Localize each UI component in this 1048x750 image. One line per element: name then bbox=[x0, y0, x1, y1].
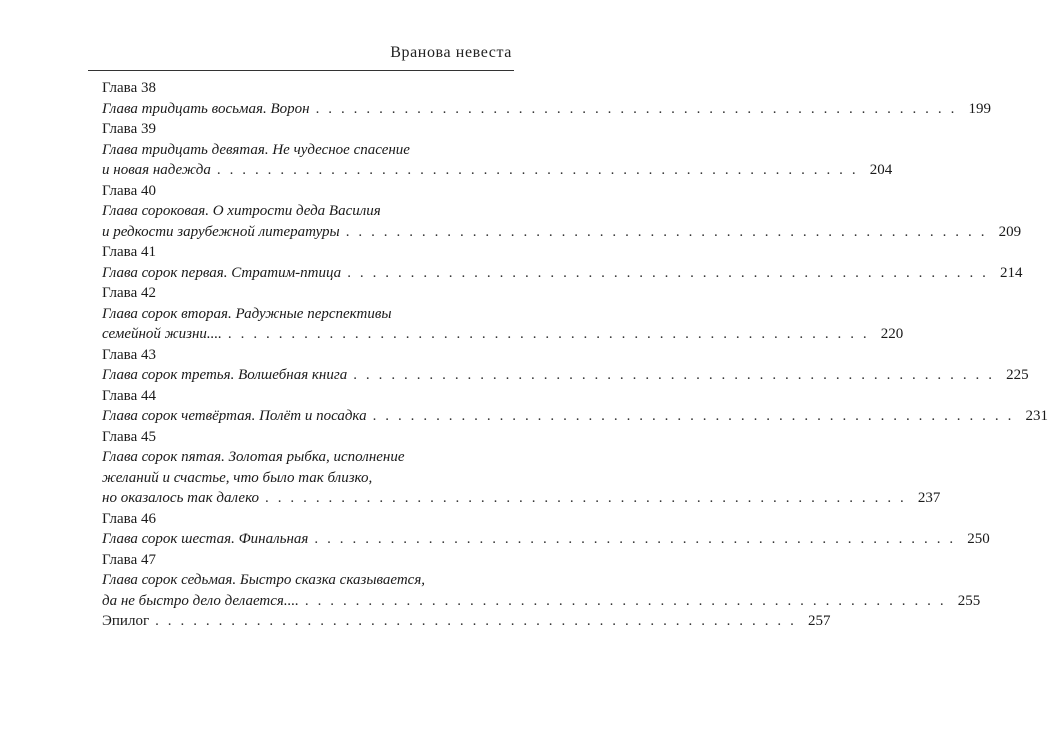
toc-title-line: Глава тридцать девятая. Не чудесное спасение bbox=[102, 141, 410, 158]
chapter-title: семейной жизни.... bbox=[102, 326, 222, 342]
chapter-label: Глава 42 bbox=[102, 285, 156, 301]
dot-leader: . . . . . . . . . . . . . . . . . . . . . . . . . . . . . . . . . . . . . . . . . . . . . . . . . . . bbox=[347, 264, 989, 281]
chapter-title: Глава сорок четвёртая. Полёт и посадка bbox=[102, 408, 367, 424]
chapter-title: да не быстро дело делается.... bbox=[102, 592, 299, 609]
toc-title-last-line bbox=[102, 222, 1022, 243]
toc-title-line: Глава сорок вторая. Радужные перспективы bbox=[102, 305, 392, 322]
toc-entry bbox=[102, 550, 981, 612]
page-number: 199 bbox=[968, 100, 991, 117]
header-rule bbox=[88, 70, 514, 71]
page-number: 225 bbox=[1006, 367, 1029, 383]
chapter-title: Глава сорок третья. Волшебная книга bbox=[102, 367, 348, 383]
chapter-title: Глава сорок шестая. Финальная bbox=[102, 531, 309, 547]
page-number: 209 bbox=[998, 223, 1022, 240]
toc-entry bbox=[102, 242, 1023, 283]
chapter-label: Глава 39 bbox=[102, 121, 156, 137]
table-of-contents bbox=[102, 78, 1048, 632]
chapter-title: но оказалось так далеко bbox=[102, 490, 260, 506]
page-number: 257 bbox=[807, 613, 831, 629]
toc-title-last-line bbox=[102, 406, 1048, 427]
toc-title-last-line bbox=[102, 529, 990, 550]
toc-title-last-line bbox=[102, 365, 1029, 386]
dot-leader: . . . . . . . . . . . . . . . . . . . . . . . . . . . . . . . . . . . . . . . . . . . . . . . . . . . bbox=[372, 408, 1014, 424]
page-number: 231 bbox=[1025, 408, 1048, 424]
dot-leader: . . . . . . . . . . . . . . . . . . . . . . . . . . . . . . . . . . . . . . . . . . . . . . . . . . . bbox=[345, 223, 988, 240]
toc-title-last-line bbox=[102, 160, 893, 181]
dot-leader: . . . . . . . . . . . . . . . . . . . . . . . . . . . . . . . . . . . . . . . . . . . . . . . . . . . bbox=[155, 613, 797, 629]
dot-leader: . . . . . . . . . . . . . . . . . . . . . . . . . . . . . . . . . . . . . . . . . . . . . . . . . . . bbox=[304, 592, 947, 609]
chapter-title: Эпилог bbox=[102, 613, 150, 629]
page-number: 214 bbox=[1000, 264, 1023, 281]
toc-entry bbox=[102, 283, 904, 345]
toc-title-last-line bbox=[102, 324, 904, 345]
page-number: 220 bbox=[880, 326, 904, 342]
toc-title-line: желаний и счастье, что было так близко, bbox=[102, 469, 373, 486]
toc-title-line: Глава сорок пятая. Золотая рыбка, исполнение bbox=[102, 449, 405, 465]
toc-title-last-line bbox=[102, 488, 941, 509]
toc-entry bbox=[102, 181, 1022, 243]
chapter-label: Глава 47 bbox=[102, 551, 156, 568]
toc-title-last-line bbox=[102, 611, 831, 632]
chapter-title: и новая надежда bbox=[102, 162, 211, 178]
chapter-label: Глава 41 bbox=[102, 244, 156, 260]
dot-leader: . . . . . . . . . . . . . . . . . . . . . . . . . . . . . . . . . . . . . . . . . . . . . . . . . . . bbox=[353, 367, 995, 383]
toc-entry bbox=[102, 345, 1029, 386]
toc-title-line: Глава сороковая. О хитрости деда Василия bbox=[102, 203, 381, 219]
page-number: 255 bbox=[957, 592, 981, 609]
chapter-label: Глава 40 bbox=[102, 182, 156, 199]
toc-title-last-line bbox=[102, 591, 981, 612]
toc-entry bbox=[102, 427, 941, 509]
chapter-label: Глава 46 bbox=[102, 510, 156, 527]
toc-entry bbox=[102, 611, 831, 632]
page-number: 237 bbox=[917, 490, 941, 506]
toc-title-line: Глава сорок седьмая. Быстро сказка сказывается, bbox=[102, 572, 426, 588]
running-head: Вранова невеста bbox=[390, 44, 512, 61]
chapter-label: Глава 45 bbox=[102, 428, 156, 445]
dot-leader: . . . . . . . . . . . . . . . . . . . . . . . . . . . . . . . . . . . . . . . . . . . . . . . . . . . bbox=[227, 326, 870, 342]
toc-entry bbox=[102, 119, 893, 181]
chapter-label: Глава 43 bbox=[102, 346, 156, 363]
chapter-label: Глава 44 bbox=[102, 387, 156, 404]
page-number: 250 bbox=[967, 531, 990, 547]
chapter-label: Глава 38 bbox=[102, 80, 156, 96]
dot-leader: . . . . . . . . . . . . . . . . . . . . . . . . . . . . . . . . . . . . . . . . . . . . . . . . . . . bbox=[216, 162, 859, 178]
chapter-title: Глава сорок первая. Стратим-птица bbox=[102, 264, 342, 281]
dot-leader: . . . . . . . . . . . . . . . . . . . . . . . . . . . . . . . . . . . . . . . . . . . . . . . . . . . bbox=[315, 100, 957, 117]
dot-leader: . . . . . . . . . . . . . . . . . . . . . . . . . . . . . . . . . . . . . . . . . . . . . . . . . . . bbox=[314, 531, 956, 547]
dot-leader: . . . . . . . . . . . . . . . . . . . . . . . . . . . . . . . . . . . . . . . . . . . . . . . . . . . bbox=[265, 490, 907, 506]
toc-title-last-line bbox=[102, 99, 991, 120]
page-number: 204 bbox=[869, 162, 893, 178]
chapter-title: и редкости зарубежной литературы bbox=[102, 223, 340, 240]
toc-entry bbox=[102, 386, 1048, 427]
chapter-title: Глава тридцать восьмая. Ворон bbox=[102, 100, 310, 117]
toc-entry bbox=[102, 78, 991, 119]
toc-title-last-line bbox=[102, 263, 1023, 284]
toc-entry bbox=[102, 509, 990, 550]
